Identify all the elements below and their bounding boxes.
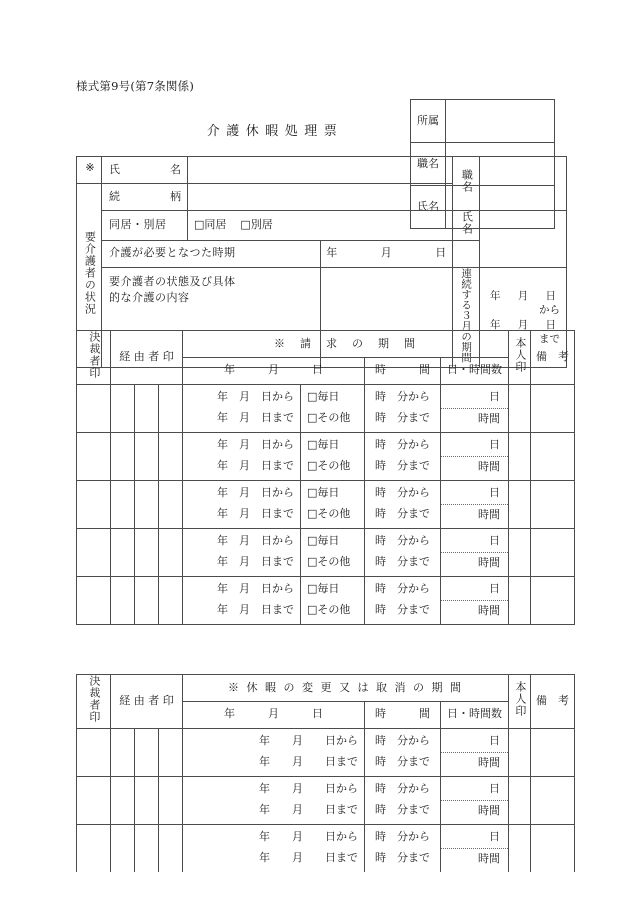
- request-count-cell[interactable]: [441, 528, 509, 576]
- unit-days-text: 日: [441, 731, 508, 753]
- via-seal-cell-2[interactable]: [135, 432, 159, 480]
- change-count-cell[interactable]: [441, 728, 509, 776]
- request-frequency-cell[interactable]: [301, 480, 365, 528]
- table-row: [77, 528, 575, 576]
- request-date-cell[interactable]: [183, 528, 301, 576]
- remarks-cell[interactable]: [531, 576, 575, 624]
- change-time-cell[interactable]: [365, 728, 441, 776]
- change-count-cell[interactable]: [441, 824, 509, 872]
- change-date-cell[interactable]: [183, 728, 365, 776]
- via-seal-cell-2[interactable]: [135, 776, 159, 824]
- time-to-text: 時 分まで: [375, 803, 430, 817]
- remarks-cell[interactable]: [531, 384, 575, 432]
- period-from-suffix: から: [539, 304, 560, 317]
- table-row: [77, 480, 575, 528]
- approver-seal-cell[interactable]: [77, 576, 111, 624]
- employee-name-label-2: [453, 211, 480, 241]
- time-from-text: 時 分から: [375, 782, 430, 796]
- via-seal-cell-2[interactable]: [135, 728, 159, 776]
- request-count-cell[interactable]: [441, 576, 509, 624]
- remarks-cell[interactable]: [531, 824, 575, 872]
- col-period-title: ※ 請 求 の 期 間: [183, 331, 509, 358]
- employee-name-cell-filler: [453, 240, 480, 267]
- request-count-cell[interactable]: [441, 480, 509, 528]
- change-rows-body: [77, 728, 575, 872]
- date-from-text: 年 月 日から: [217, 390, 294, 404]
- approver-seal-cell[interactable]: [77, 480, 111, 528]
- date-to-text: 年 月 日まで: [217, 459, 294, 473]
- request-time-cell[interactable]: [365, 384, 441, 432]
- remarks-cell[interactable]: [531, 776, 575, 824]
- via-seal-cell-1[interactable]: [111, 776, 135, 824]
- col-time: 時 間: [365, 357, 441, 384]
- period-from-line: 年月日: [490, 290, 556, 303]
- table-header-row: [77, 675, 575, 702]
- recipient-relation-label: 続 柄: [102, 184, 188, 211]
- unit-hours-text: 時間: [478, 459, 500, 473]
- employee-position-label-2: [453, 157, 480, 211]
- checkbox-other[interactable]: □その他: [307, 459, 351, 473]
- approver-seal-label: 決裁者印: [87, 675, 101, 723]
- request-date-cell[interactable]: [183, 576, 301, 624]
- form-code: 様式第9号(第7条関係): [76, 79, 195, 93]
- time-to-text: 時 分まで: [375, 411, 430, 425]
- col-count: 日・時間数: [441, 701, 509, 728]
- unit-hours-text: 時間: [478, 803, 500, 817]
- table-row: [77, 211, 567, 241]
- request-date-cell[interactable]: [183, 480, 301, 528]
- date-to-text: 年 月 日まで: [259, 803, 358, 817]
- table-row: [411, 100, 555, 143]
- via-seal-cell-1[interactable]: [111, 728, 135, 776]
- request-frequency-cell[interactable]: [301, 576, 365, 624]
- time-from-text: 時 分から: [375, 486, 430, 500]
- date-to-text: 年 月 日まで: [259, 755, 358, 769]
- recipient-relation-value[interactable]: [188, 184, 453, 211]
- via-seal-cell-1[interactable]: [111, 528, 135, 576]
- time-from-text: 時 分から: [375, 830, 430, 844]
- request-count-cell[interactable]: [441, 432, 509, 480]
- request-date-cell[interactable]: [183, 384, 301, 432]
- time-from-text: 時 分から: [375, 534, 430, 548]
- col-approver-seal: [77, 675, 111, 729]
- request-date-cell[interactable]: [183, 432, 301, 480]
- period-label-text: 連続する３月の期間: [460, 267, 473, 363]
- checkbox-separate[interactable]: □別居: [240, 218, 273, 231]
- change-time-cell[interactable]: [365, 824, 441, 872]
- leave-change-table: [76, 674, 575, 872]
- col-remarks: 備 考: [531, 675, 575, 729]
- checkbox-other[interactable]: □その他: [307, 555, 351, 569]
- employee-affiliation-label: 所属: [411, 100, 446, 143]
- date-to-text: 年 月 日まで: [259, 851, 358, 865]
- request-time-cell[interactable]: [365, 576, 441, 624]
- table-row: [77, 384, 575, 432]
- approver-seal-cell[interactable]: [77, 432, 111, 480]
- self-seal-cell[interactable]: [509, 528, 531, 576]
- checkbox-cohabiting[interactable]: □同居: [194, 218, 227, 231]
- date-to-text: 年 月 日まで: [217, 555, 294, 569]
- approver-seal-label: 決裁者印: [87, 331, 101, 379]
- table-row: [77, 728, 575, 776]
- unit-hours-text: 時間: [478, 603, 500, 617]
- change-date-cell[interactable]: [183, 776, 365, 824]
- page-title: 介護休暇処理票: [206, 124, 344, 139]
- unit-days-text: 日: [441, 827, 508, 849]
- remarks-cell[interactable]: [531, 728, 575, 776]
- date-from-text: 年 月 日から: [217, 582, 294, 596]
- via-seal-cell-3[interactable]: [159, 480, 183, 528]
- date-from-text: 年 月 日から: [259, 830, 358, 844]
- cohabit-options[interactable]: [188, 211, 453, 241]
- checkbox-daily[interactable]: □毎日: [307, 486, 340, 500]
- change-count-cell[interactable]: [441, 776, 509, 824]
- via-seal-cell-1[interactable]: [111, 480, 135, 528]
- approver-seal-cell[interactable]: [77, 776, 111, 824]
- self-seal-cell[interactable]: [509, 432, 531, 480]
- position-label-text: 職名: [460, 169, 474, 194]
- col-self-seal: [509, 675, 531, 729]
- col-period-title: ※ 休 暇 の 変 更 又 は 取 消 の 期 間: [183, 675, 509, 702]
- checkbox-daily[interactable]: □毎日: [307, 582, 340, 596]
- request-time-cell[interactable]: [365, 528, 441, 576]
- table-header-row: [77, 331, 575, 358]
- via-seal-cell-2[interactable]: [135, 576, 159, 624]
- change-time-cell[interactable]: [365, 776, 441, 824]
- table-row: [77, 432, 575, 480]
- col-remarks: 備 考: [531, 331, 575, 385]
- time-from-text: 時 分から: [375, 390, 430, 404]
- via-seal-cell-3[interactable]: [159, 528, 183, 576]
- period-to-line: 年月日: [490, 318, 556, 331]
- unit-days-text: 日: [441, 579, 508, 601]
- self-seal-label: 本人印: [513, 337, 527, 373]
- employee-affiliation-value[interactable]: [446, 100, 555, 143]
- leave-request-table: [76, 330, 575, 625]
- start-day-unit: 日: [435, 246, 447, 260]
- via-seal-cell-3[interactable]: [159, 432, 183, 480]
- unit-hours-text: 時間: [478, 755, 500, 769]
- request-rows-body: [77, 384, 575, 624]
- via-seal-cell-3[interactable]: [159, 384, 183, 432]
- request-frequency-cell[interactable]: [301, 432, 365, 480]
- via-seal-cell-3[interactable]: [159, 824, 183, 872]
- reference-mark: ※: [83, 160, 97, 175]
- unit-days-text: 日: [441, 435, 508, 457]
- care-start-value[interactable]: [320, 240, 453, 267]
- date-from-text: 年 月 日から: [259, 782, 358, 796]
- table-row: [77, 157, 567, 184]
- self-seal-label: 本人印: [513, 681, 527, 717]
- via-seal-cell-1[interactable]: [111, 824, 135, 872]
- recipient-name-value[interactable]: [188, 157, 453, 184]
- table-row: [77, 576, 575, 624]
- unit-hours-text: 時間: [478, 411, 500, 425]
- via-seal-cell-1[interactable]: [111, 432, 135, 480]
- name-label-text: 氏名: [460, 211, 474, 235]
- via-seal-cell-3[interactable]: [159, 576, 183, 624]
- checkbox-other[interactable]: □その他: [307, 507, 351, 521]
- self-seal-cell[interactable]: [509, 776, 531, 824]
- col-self-seal: [509, 331, 531, 385]
- approver-seal-cell[interactable]: [77, 528, 111, 576]
- date-to-text: 年 月 日まで: [217, 507, 294, 521]
- request-count-cell[interactable]: [441, 384, 509, 432]
- unit-days-text: 日: [441, 387, 508, 409]
- via-seal-cell-3[interactable]: [159, 728, 183, 776]
- col-approver-seal: [77, 331, 111, 385]
- checkbox-daily[interactable]: □毎日: [307, 390, 340, 404]
- checkbox-other[interactable]: □その他: [307, 603, 351, 617]
- date-from-text: 年 月 日から: [217, 486, 294, 500]
- unit-days-text: 日: [441, 531, 508, 553]
- self-seal-cell[interactable]: [509, 824, 531, 872]
- time-to-text: 時 分まで: [375, 851, 430, 865]
- col-time: 時 間: [365, 701, 441, 728]
- checkbox-daily[interactable]: □毎日: [307, 534, 340, 548]
- request-frequency-cell[interactable]: [301, 528, 365, 576]
- condition-label-line2: 的な介護の内容: [109, 291, 190, 305]
- request-time-cell[interactable]: [365, 432, 441, 480]
- via-seal-cell-1[interactable]: [111, 576, 135, 624]
- side-label-text: 要介護者の状況: [83, 231, 97, 316]
- request-time-cell[interactable]: [365, 480, 441, 528]
- via-seal-cell-2[interactable]: [135, 528, 159, 576]
- approver-seal-cell[interactable]: [77, 728, 111, 776]
- unit-days-text: 日: [441, 779, 508, 801]
- cohabit-label: 同居・別居: [102, 211, 188, 241]
- time-to-text: 時 分まで: [375, 755, 430, 769]
- date-from-text: 年 月 日から: [217, 438, 294, 452]
- col-via-seal: 経 由 者 印: [111, 331, 183, 385]
- employee-position-label: 職名: [411, 143, 446, 186]
- employee-position-value-2[interactable]: [480, 157, 567, 211]
- time-to-text: 時 分まで: [375, 459, 430, 473]
- col-date: 年 月 日: [183, 357, 365, 384]
- start-year-unit: 年: [326, 246, 381, 260]
- employee-name-label: 氏名: [411, 186, 446, 229]
- time-to-text: 時 分まで: [375, 555, 430, 569]
- col-count: 日・時間数: [441, 357, 509, 384]
- self-seal-cell[interactable]: [509, 728, 531, 776]
- date-from-text: 年 月 日から: [217, 534, 294, 548]
- period-to-suffix: まで: [539, 332, 560, 345]
- unit-hours-text: 時間: [478, 851, 500, 865]
- mark-cell: [77, 157, 102, 184]
- time-to-text: 時 分まで: [375, 603, 430, 617]
- condition-label-line1: 要介護者の状態及び具体: [109, 274, 236, 288]
- employee-name-value-2[interactable]: [480, 211, 567, 268]
- approver-seal-cell[interactable]: [77, 824, 111, 872]
- unit-hours-text: 時間: [478, 507, 500, 521]
- date-to-text: 年 月 日まで: [217, 411, 294, 425]
- self-seal-cell[interactable]: [509, 576, 531, 624]
- checkbox-daily[interactable]: □毎日: [307, 438, 340, 452]
- via-seal-cell-2[interactable]: [135, 824, 159, 872]
- time-from-text: 時 分から: [375, 582, 430, 596]
- via-seal-cell-3[interactable]: [159, 776, 183, 824]
- unit-hours-text: 時間: [478, 555, 500, 569]
- care-start-label: 介護が必要となつた時期: [102, 240, 321, 267]
- time-from-text: 時 分から: [375, 438, 430, 452]
- remarks-cell[interactable]: [531, 480, 575, 528]
- date-from-text: 年 月 日から: [259, 734, 358, 748]
- remarks-cell[interactable]: [531, 528, 575, 576]
- time-from-text: 時 分から: [375, 734, 430, 748]
- col-via-seal: 経 由 者 印: [111, 675, 183, 729]
- via-seal-cell-1[interactable]: [111, 384, 135, 432]
- change-date-cell[interactable]: [183, 824, 365, 872]
- remarks-cell[interactable]: [531, 432, 575, 480]
- table-row: [77, 776, 575, 824]
- approver-seal-cell[interactable]: [77, 384, 111, 432]
- via-seal-cell-2[interactable]: [135, 384, 159, 432]
- self-seal-cell[interactable]: [509, 384, 531, 432]
- checkbox-other[interactable]: □その他: [307, 411, 351, 425]
- table-row: [77, 824, 575, 872]
- date-to-text: 年 月 日まで: [217, 603, 294, 617]
- request-frequency-cell[interactable]: [301, 384, 365, 432]
- self-seal-cell[interactable]: [509, 480, 531, 528]
- time-to-text: 時 分まで: [375, 507, 430, 521]
- unit-days-text: 日: [441, 483, 508, 505]
- recipient-name-label: 氏 名: [102, 157, 188, 184]
- start-month-unit: 月: [380, 246, 436, 260]
- via-seal-cell-2[interactable]: [135, 480, 159, 528]
- col-date: 年 月 日: [183, 701, 365, 728]
